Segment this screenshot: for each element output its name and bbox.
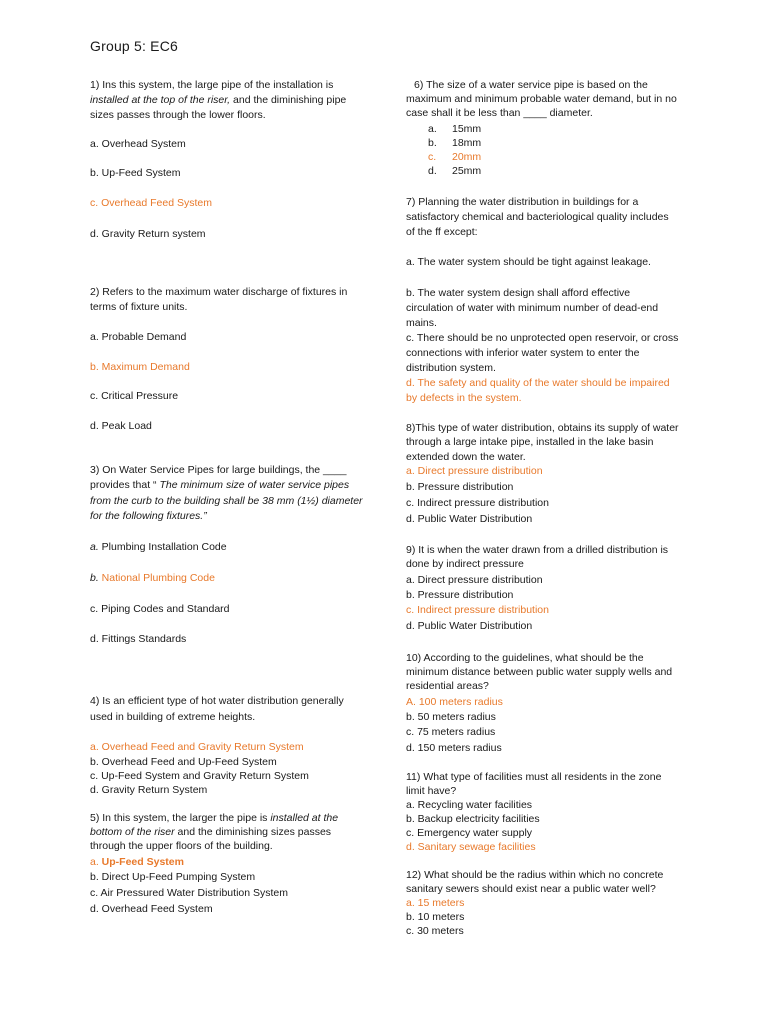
question-3-option-c: c. Piping Codes and Standard [90, 603, 230, 615]
question-10-option-b: b. 50 meters radius [406, 711, 496, 723]
question-9-stem-line-1: 9) It is when the water drawn from a drilled distribution is [406, 544, 669, 556]
question-2-stem-line-2: terms of fixture units. [90, 301, 188, 313]
question-7-option-d-answer-line-1: d. The safety and quality of the water should be impaired [406, 377, 670, 389]
question-6-stem-line-3: case shall it be less than ____ diameter. [406, 107, 593, 119]
question-1-option-d: d. Gravity Return system [90, 228, 206, 240]
question-5-stem-line-3: through the upper floors of the building. [90, 840, 273, 852]
question-8-stem-line-2: through a large intake pipe, installed in the lake basin [406, 436, 654, 448]
question-3-option-b-letter: b. [90, 572, 99, 584]
question-8-option-a-answer: a. Direct pressure distribution [406, 465, 543, 477]
question-12-stem-line-2: sanitary sewers should exist near a public water well? [406, 883, 656, 895]
question-4-option-c: c. Up-Feed System and Gravity Return System [90, 770, 309, 782]
question-3-option-b [90, 571, 215, 586]
question-10-option-d: d. 150 meters radius [406, 742, 502, 754]
question-1-option-c-answer: c. Overhead Feed System [90, 197, 212, 209]
question-2-option-b-answer: b. Maximum Demand [90, 361, 190, 373]
question-9-stem-line-2: done by indirect pressure [406, 558, 524, 570]
question-4-stem-line-1: 4) Is an efficient type of hot water distribution generally [90, 695, 344, 707]
question-3-option-a-letter: a. [90, 541, 99, 553]
question-5-stem-emphasis-1: installed at the [270, 812, 339, 824]
question-3-quote-line-3-text: for the following fixtures.” [90, 510, 207, 522]
question-5-stem-line-2-rest: and the diminishing sizes passes [174, 826, 332, 838]
question-7-stem-line-2: satisfactory chemical and bacteriological quality includes [406, 211, 669, 223]
question-8-option-c: c. Indirect pressure distribution [406, 497, 549, 509]
question-6-option-c-text: 20mm [452, 151, 482, 163]
question-4-option-b: b. Overhead Feed and Up-Feed System [90, 756, 277, 768]
question-6-option-a-text: 15mm [452, 123, 482, 135]
question-8-option-d: d. Public Water Distribution [406, 513, 533, 525]
question-9-option-d: d. Public Water Distribution [406, 620, 533, 632]
question-3-option-a [90, 540, 227, 555]
question-12-option-b: b. 10 meters [406, 911, 465, 923]
question-2-option-a: a. Probable Demand [90, 331, 187, 343]
question-6-option-d-text: 25mm [452, 165, 482, 177]
question-9-option-c-answer: c. Indirect pressure distribution [406, 604, 549, 616]
question-7-option-b-line-2: circulation of water with minimum number of dead-end [406, 302, 659, 314]
question-10-option-c: c. 75 meters radius [406, 726, 496, 738]
question-7-option-a: a. The water system should be tight against leakage. [406, 256, 651, 268]
question-5-option-b: b. Direct Up-Feed Pumping System [90, 871, 256, 883]
question-2-stem-line-1: 2) Refers to the maximum water discharge of fixtures in [90, 286, 348, 298]
question-1-option-b: b. Up-Feed System [90, 167, 181, 179]
question-3-quote-line-1: The minimum size of water service pipes [156, 479, 350, 491]
question-10-stem-line-2: minimum distance between public water supply wells and [406, 666, 673, 678]
question-6-option-a-letter: a. [428, 123, 437, 135]
question-4-option-a-answer: a. Overhead Feed and Gravity Return System [90, 741, 304, 753]
question-7-option-b-line-1: b. The water system design shall afford effective [406, 287, 631, 299]
question-8-option-b: b. Pressure distribution [406, 481, 514, 493]
question-1-stem-line-2-rest: and the diminishing pipe [230, 94, 347, 106]
question-10-option-a-answer: A. 100 meters radius [406, 696, 503, 708]
question-7-stem-line-3: of the ff except: [406, 226, 478, 238]
question-9-option-a: a. Direct pressure distribution [406, 574, 543, 586]
question-10-stem-line-1: 10) According to the guidelines, what should be the [406, 652, 644, 664]
question-5-stem-line-2 [90, 825, 331, 840]
question-6-stem-line-2: maximum and minimum probable water demand, but in no [406, 93, 677, 105]
question-2-option-c: c. Critical Pressure [90, 390, 179, 402]
question-11-option-d-answer: d. Sanitary sewage facilities [406, 841, 536, 853]
question-2-option-d: d. Peak Load [90, 420, 152, 432]
question-5-stem-lead: 5) In this system, the larger the pipe is [90, 812, 271, 824]
question-3-option-b-answer: National Plumbing Code [98, 572, 215, 584]
question-8-stem-line-3: extended down the water. [406, 451, 526, 463]
question-12-stem-line-1: 12) What should be the radius within which no concrete [406, 869, 664, 881]
question-12-option-c: c. 30 meters [406, 925, 464, 937]
question-5-stem-emphasis-2: bottom of the riser [90, 826, 175, 838]
question-5-option-a-answer: Up-Feed System [98, 856, 184, 868]
question-11-stem-line-2: limit have? [406, 785, 457, 797]
question-6-option-b-text: 18mm [452, 137, 482, 149]
question-11-option-c: c. Emergency water supply [406, 827, 533, 839]
question-6-stem-line-1: 6) The size of a water service pipe is based on the [414, 79, 648, 91]
question-10-stem-line-3: residential areas? [406, 680, 489, 692]
question-4-stem-line-2: used in building of extreme heights. [90, 711, 256, 723]
question-5-option-c: c. Air Pressured Water Distribution System [90, 887, 289, 899]
question-7-option-b-line-3: mains. [406, 317, 437, 329]
question-5-option-a [90, 855, 184, 870]
question-11-option-a: a. Recycling water facilities [406, 799, 533, 811]
question-3-option-a-text: Plumbing Installation Code [98, 541, 227, 553]
question-3-stem-line-2 [90, 478, 349, 493]
question-11-option-b: b. Backup electricity facilities [406, 813, 540, 825]
question-5-option-d: d. Overhead Feed System [90, 903, 213, 915]
question-5-stem-line-1 [90, 811, 338, 826]
question-7-stem-line-1: 7) Planning the water distribution in buildings for a [406, 196, 639, 208]
question-8-stem-line-1: 8)This type of water distribution, obtains its supply of water [406, 422, 679, 434]
question-1-stem-emphasis: installed at the top of the riser, [90, 94, 231, 106]
question-3-stem-lead: provides that “ [90, 479, 157, 491]
question-7-option-c-line-3: distribution system. [406, 362, 496, 374]
question-11-stem-line-1: 11) What type of facilities must all residents in the zone [406, 771, 662, 783]
question-1-stem-line-1: 1) Ins this system, the large pipe of the installation is [90, 79, 334, 91]
question-1-stem-line-3: sizes passes through the lower floors. [90, 109, 266, 121]
question-7-option-d-answer-line-2: by defects in the system. [406, 392, 522, 404]
question-3-quote-line-2 [90, 494, 363, 509]
question-1-option-a: a. Overhead System [90, 138, 186, 150]
question-6-option-b-letter: b. [428, 137, 437, 149]
question-12-option-a-answer: a. 15 meters [406, 897, 465, 909]
question-5-option-a-letter: a. [90, 856, 99, 868]
question-3-quote-line-2-text: from the curb to the building shall be 38 mm (1½) diameter [90, 495, 363, 507]
question-6-option-c-letter: c. [428, 151, 437, 163]
question-3-option-d: d. Fittings Standards [90, 633, 187, 645]
question-3-stem-line-1: 3) On Water Service Pipes for large buildings, the ____ [90, 464, 347, 476]
question-1-stem-line-2 [90, 93, 346, 108]
question-7-option-c-line-1: c. There should be no unprotected open reservoir, or cross [406, 332, 679, 344]
page-title: Group 5: EC6 [90, 38, 178, 54]
question-4-option-d: d. Gravity Return System [90, 784, 208, 796]
question-6-option-d-letter: d. [428, 165, 437, 177]
question-3-quote-line-3 [90, 509, 207, 524]
question-9-option-b: b. Pressure distribution [406, 589, 514, 601]
question-7-option-c-line-2: connections with inferior water system to enter the [406, 347, 640, 359]
